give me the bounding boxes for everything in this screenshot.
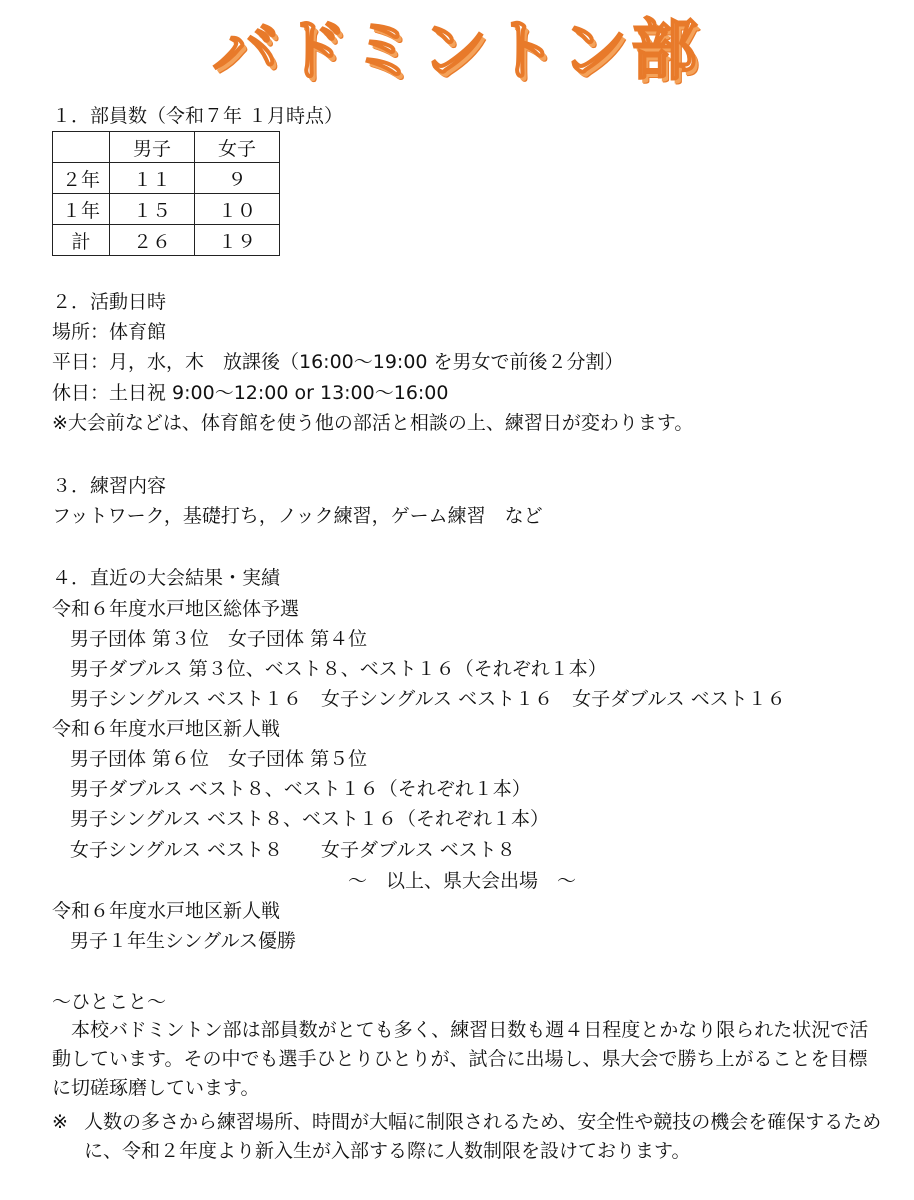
results-tournament-title: 令和６年度水戸地区新人戦: [52, 900, 281, 922]
message-note: [52, 1108, 882, 1166]
table-row-label: 計: [53, 225, 110, 256]
results-line: 女子シングルス ベスト８ 女子ダブルス ベスト８: [70, 839, 516, 861]
results-line: 男子ダブルス ベスト８、ベスト１６（それぞれ１本）: [70, 778, 531, 800]
table-header-row: [53, 132, 280, 163]
results-tournament-title: 令和６年度水戸地区総体予選: [52, 598, 300, 620]
section-heading-practice: ３．練習内容: [52, 475, 167, 497]
table-row-label: １年: [53, 194, 110, 225]
table-cell: １９: [195, 225, 280, 256]
results-line: 男子１年生シングルス優勝: [70, 930, 297, 952]
section-heading-schedule: ２．活動日時: [52, 291, 167, 313]
schedule-weekday: 平日：月，水，木 放課後（16:00～19:00 を男女で前後２分割）: [52, 351, 624, 373]
page-title: バドミントン部: [212, 12, 702, 89]
table-header-cell: 男子: [110, 132, 195, 163]
section-heading-results: ４．直近の大会結果・実績: [52, 567, 281, 589]
results-line: 男子シングルス ベスト１６ 女子シングルス ベスト１６ 女子ダブルス ベスト１６: [70, 688, 786, 710]
table-row: [53, 163, 280, 194]
practice-content: フットワーク，基礎打ち，ノック練習，ゲーム練習 など: [52, 505, 543, 527]
table-cell: ２６: [110, 225, 195, 256]
table-corner-cell: [53, 132, 110, 163]
note-body: 人数の多さから練習場所、時間が大幅に制限されるため、安全性や競技の機会を確保するために、令和２年度より新入生が入部する際に人数制限を設けております。: [84, 1111, 882, 1162]
results-line: 男子シングルス ベスト８、ベスト１６（それぞれ１本）: [70, 808, 550, 830]
results-tournament-title: 令和６年度水戸地区新人戦: [52, 718, 281, 740]
table-cell: １５: [110, 194, 195, 225]
table-cell: １０: [195, 194, 280, 225]
results-line: 男子ダブルス 第３位、ベスト８、ベスト１６（それぞれ１本）: [70, 658, 607, 680]
member-count-table: [52, 131, 280, 256]
schedule-place: 場所：体育館: [52, 321, 167, 343]
table-cell: ９: [195, 163, 280, 194]
section-heading-members: １．部員数（令和７年 １月時点）: [52, 105, 344, 127]
table-row-label: ２年: [53, 163, 110, 194]
results-line: 男子団体 第３位 女子団体 第４位: [70, 628, 368, 650]
schedule-holiday: 休日：土日祝 9:00～12:00 or 13:00～16:00: [52, 382, 449, 404]
section-heading-message: ～ひとこと～: [52, 991, 167, 1013]
table-row: [53, 225, 280, 256]
table-header-cell: 女子: [195, 132, 280, 163]
table-cell: １１: [110, 163, 195, 194]
title-banner: [0, 12, 914, 89]
table-row: [53, 194, 280, 225]
results-line: 男子団体 第６位 女子団体 第５位: [70, 748, 368, 770]
schedule-note: ※大会前などは、体育館を使う他の部活と相談の上、練習日が変わります。: [52, 412, 694, 434]
message-paragraph: 本校バドミントン部は部員数がとても多く、練習日数も週４日程度とかなり限られた状況で活動しています。その中でも選手ひとりひとりが、試合に出場し、県大会で勝ち上がることを目標に切磋琢磨しています。: [52, 1019, 869, 1099]
results-qualified-note: ～ 以上、県大会出場 ～: [348, 870, 577, 892]
note-mark: ※: [52, 1111, 68, 1133]
